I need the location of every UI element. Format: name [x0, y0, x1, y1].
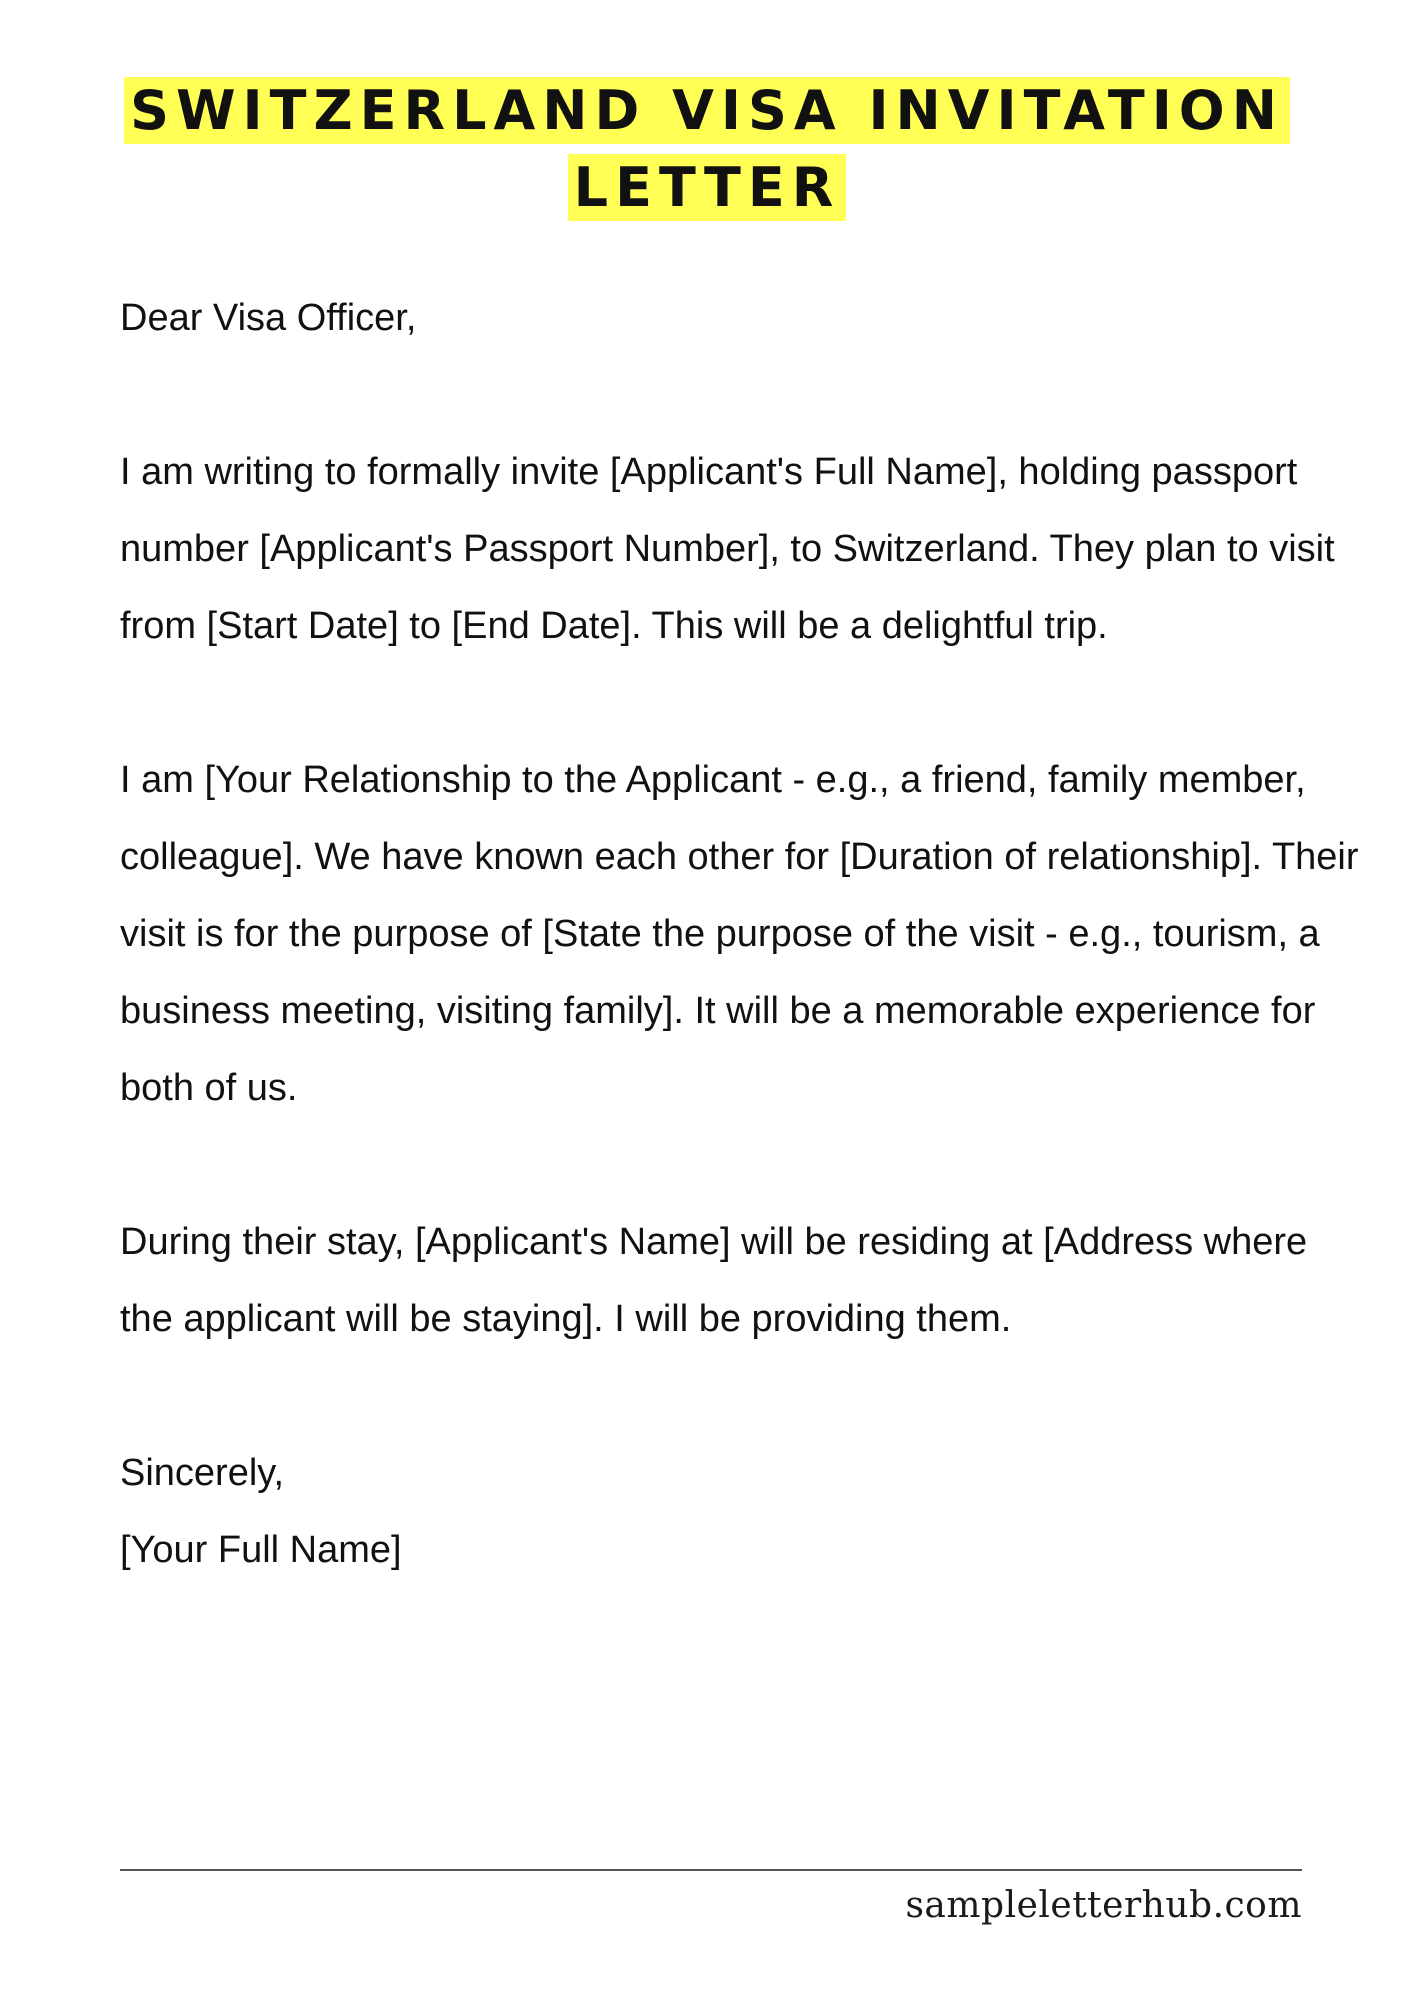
paragraph-gap — [120, 1127, 1360, 1204]
paragraph-accommodation: During their stay, [Applicant's Name] will be residing at [Address where the applicant will be staying]. I will be providing them. — [120, 1221, 1308, 1340]
signature: [Your Full Name] — [120, 1529, 402, 1571]
letter-body — [120, 280, 1360, 1589]
footer-divider — [120, 1869, 1302, 1871]
paragraph-gap — [120, 357, 1360, 434]
paragraph-gap — [120, 1358, 1360, 1435]
paragraph-relationship: I am [Your Relationship to the Applicant - e.g., a friend, family member, colleague]. We have known each other for [Duration of relationship]. Their visit is for the purpose of [State the purpose of the visit - e.g., tourism, a business meeting, visiting family]. It will be a memorable experience for both of us. — [120, 759, 1359, 1109]
paragraph-invitation: I am writing to formally invite [Applicant's Full Name], holding passport number [Applicant's Passport Number], to Switzerland. They plan to visit from [Start Date] to [End Date]. This will be a delightful trip. — [120, 451, 1335, 647]
salutation: Dear Visa Officer, — [120, 297, 417, 339]
closing: Sincerely, — [120, 1452, 285, 1494]
paragraph-gap — [120, 665, 1360, 742]
title-line-1: SWITZERLAND VISA INVITATION — [124, 77, 1290, 144]
footer-site: sampleletterhub.com — [905, 1885, 1302, 1926]
page-title — [0, 72, 1414, 226]
title-line-2: LETTER — [568, 154, 847, 221]
